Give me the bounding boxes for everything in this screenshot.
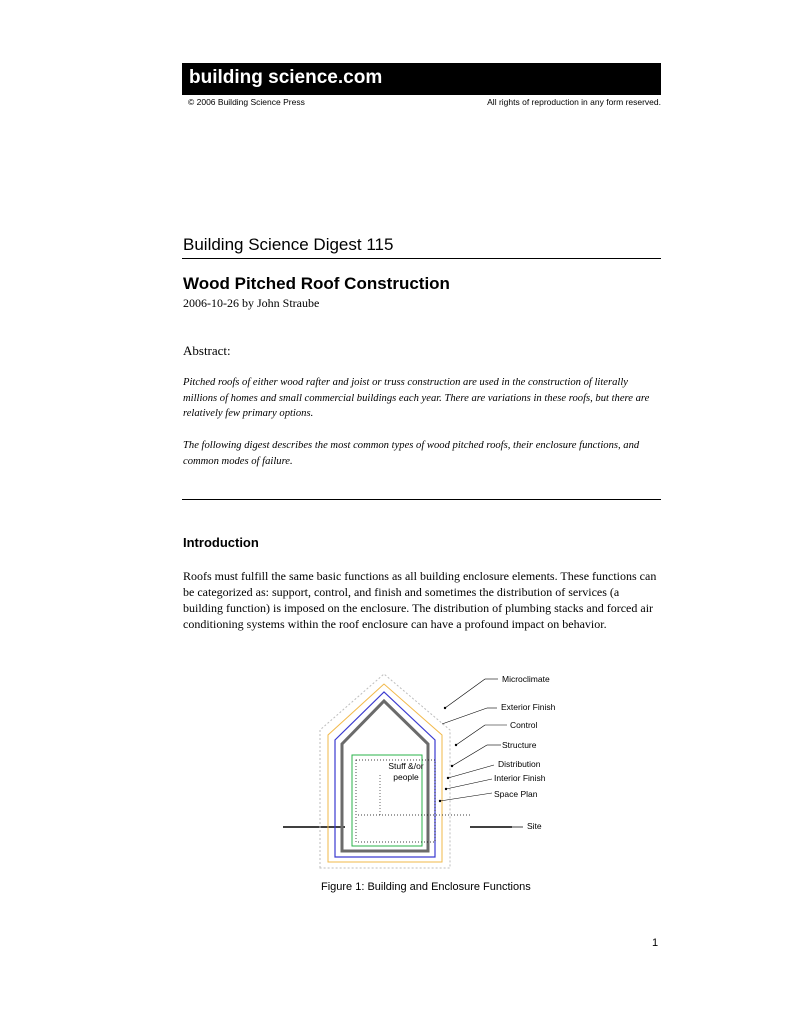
- byline: 2006-10-26 by John Straube: [183, 296, 320, 310]
- abstract-label: Abstract:: [183, 343, 231, 358]
- label-control: Control: [510, 720, 538, 730]
- leader-distribution: [448, 765, 494, 778]
- center-label-line-2: people: [393, 772, 419, 782]
- leader-exterior-finish: [442, 708, 487, 724]
- brand-title: building science.com: [189, 67, 383, 88]
- abstract-rule: [182, 499, 661, 500]
- introduction-heading: Introduction: [183, 535, 259, 550]
- leader-interior-finish: [446, 779, 492, 789]
- introduction-paragraph: Roofs must fulfill the same basic functions as all building enclosure elements. These functions can be categorized as: support, control, and finish and sometimes the distribution of services (a building function) is imposed on the enclosure. The distribution of plumbing stacks and forced air conditioning systems within the roof enclosure can have a profound impact on behavior.: [183, 569, 657, 631]
- leader-microclimate: [445, 679, 485, 708]
- label-site: Site: [527, 821, 542, 831]
- document-title: Wood Pitched Roof Construction: [183, 274, 450, 293]
- copyright-text: © 2006 Building Science Press: [188, 97, 305, 107]
- rights-text: All rights of reproduction in any form reserved.: [487, 97, 661, 107]
- exterior-finish-outline: [328, 684, 442, 862]
- header-banner: [182, 63, 661, 95]
- label-microclimate: Microclimate: [502, 674, 550, 684]
- enclosure-functions-figure: [280, 668, 580, 878]
- label-interior-finish: Interior Finish: [494, 773, 546, 783]
- leader-space-plan: [440, 793, 492, 801]
- leader-control: [456, 725, 485, 745]
- leader-structure: [452, 745, 487, 766]
- label-distribution: Distribution: [498, 759, 541, 769]
- title-rule: [182, 258, 661, 259]
- control-outline: [335, 692, 435, 857]
- center-label-line-1: Stuff &/or: [388, 761, 424, 771]
- label-space-plan: Space Plan: [494, 789, 538, 799]
- abstract-paragraph-1: Pitched roofs of either wood rafter and joist or truss construction are used in the construction of literally millions of homes and small commercial buildings each year. There are variations in these roofs, but there are relatively few primary options.: [183, 377, 650, 419]
- page-number: 1: [652, 937, 659, 949]
- label-exterior-finish: Exterior Finish: [501, 702, 556, 712]
- digest-title: Building Science Digest 115: [183, 235, 394, 254]
- label-structure: Structure: [502, 740, 537, 750]
- abstract-paragraph-2: The following digest describes the most common types of wood pitched roofs, their enclosure functions, and common modes of failure.: [183, 440, 640, 467]
- figure-caption: Figure 1: Building and Enclosure Functions: [321, 881, 531, 893]
